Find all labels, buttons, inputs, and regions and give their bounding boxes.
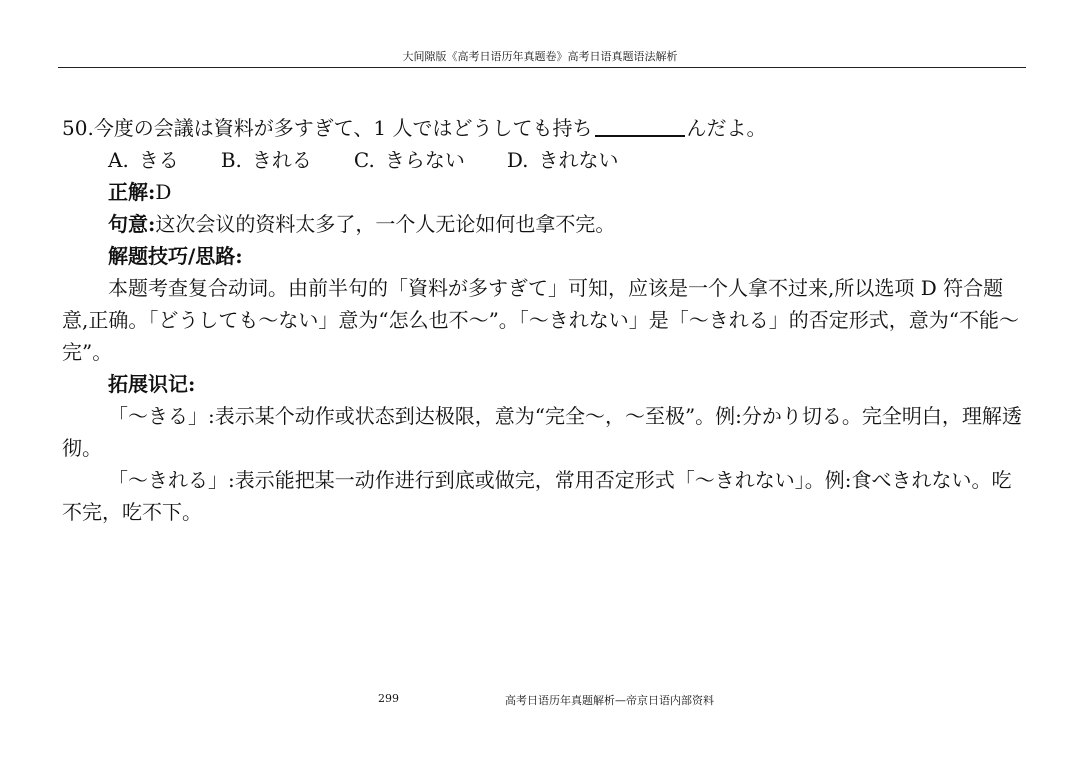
correct-answer-label: 正解: — [108, 180, 156, 204]
option-d — [507, 144, 619, 176]
option-c-label: C. — [353, 148, 375, 172]
technique-heading — [62, 240, 1024, 272]
extension-heading — [62, 368, 1024, 400]
option-d-text: きれない — [538, 148, 619, 172]
header-divider — [58, 67, 1026, 68]
option-a — [108, 144, 179, 176]
question-number: 50. — [62, 116, 94, 140]
technique-label: 解题技巧/思路: — [108, 244, 243, 268]
option-d-label: D. — [506, 148, 529, 172]
question-stem-after: んだよ。 — [686, 116, 767, 140]
extension-item-1: 「～きる」:表示某个动作或状态到达极限，意为“完全～，～至极”。例:分かり切る。完全明白，理解透彻。 — [62, 404, 1022, 460]
option-b-text: きれる — [251, 148, 312, 172]
option-b-label: B. — [220, 148, 242, 172]
extension-label: 拓展识记: — [108, 372, 196, 396]
question-stem — [62, 112, 1024, 144]
option-a-text: きる — [138, 148, 179, 172]
footer-text: 高考日语历年真题解析—帝京日语内部资料 — [505, 694, 714, 707]
page-number: 299 — [378, 692, 399, 705]
sentence-meaning — [62, 208, 1024, 240]
option-b — [221, 144, 312, 176]
option-c — [354, 144, 465, 176]
answer-blank — [595, 115, 685, 137]
extension-item-2: 「～きれる」:表示能把某一动作进行到底或做完，常用否定形式「～きれない」。例:食べきれない。吃不完，吃不下。 — [62, 468, 1012, 524]
page-header: 大间隙版《高考日语历年真题卷》高考日语真题语法解析 — [402, 50, 678, 63]
correct-answer — [62, 176, 1024, 208]
question-stem-before: 今度の会議は資料が多すぎて、1 人ではどうしても持ち — [93, 116, 593, 140]
sentence-meaning-text: 这次会议的资料太多了，一个人无论如何也拿不完。 — [155, 212, 616, 236]
sentence-meaning-label: 句意: — [108, 212, 156, 236]
answer-options — [62, 144, 1024, 176]
option-c-text: きらない — [384, 148, 465, 172]
technique-text: 本题考查复合动词。由前半句的「資料が多すぎて」可知，应该是一个人拿不过来,所以选项 D 符合题意,正确。「どうしても～ない」意为“怎么也不～”。「～きれない」是「～きれる」的否定形式，意为“不能～完”。 — [62, 276, 1020, 364]
option-a-label: A. — [108, 148, 129, 172]
question-content — [62, 112, 1024, 528]
correct-answer-value: D — [155, 180, 172, 204]
